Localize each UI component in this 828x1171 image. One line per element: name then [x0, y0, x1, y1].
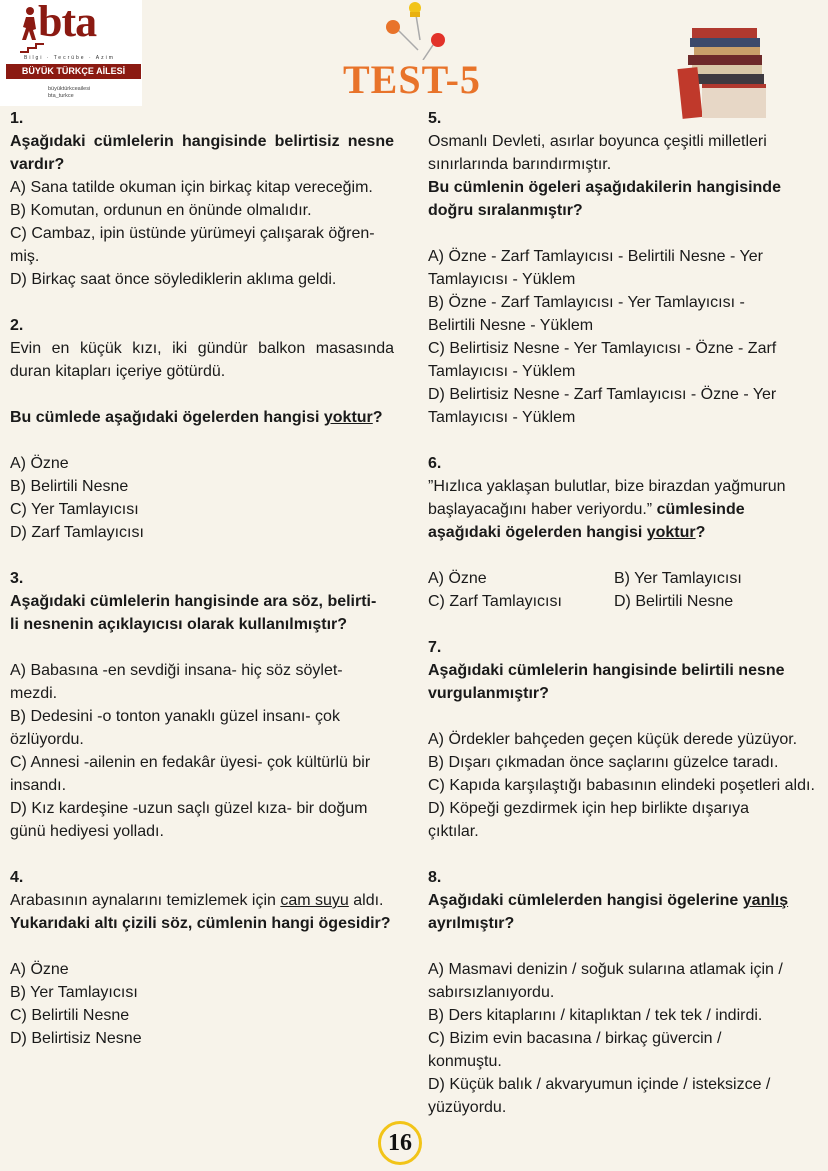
text-segment: A) Özne - Zarf Tamlayıcısı - Belirtili Nesne - Yer Tamlayıcısı - Yüklem	[428, 248, 763, 288]
text-segment: B) Özne - Zarf Tamlayıcısı - Yer Tamlayıcısı - Belirtili Nesne - Yüklem	[428, 294, 745, 334]
spacer	[428, 429, 818, 452]
text-segment: 1.	[10, 110, 24, 127]
text-segment: D) Kız kardeşine -uzun saçlı güzel kıza- bir doğum günü hediyesi yolladı.	[10, 800, 368, 840]
text-line	[10, 567, 394, 590]
text-line	[428, 797, 818, 843]
spacer	[10, 429, 394, 452]
underlined-text: cam suyu	[280, 892, 349, 909]
text-line	[428, 728, 818, 751]
pushpins-icon	[378, 0, 458, 60]
text-segment: D) Belirtisiz Nesne	[10, 1030, 142, 1047]
text-segment: A) Masmavi denizin / soğuk sularına atlamak için / sabırsızlanıyordu.	[428, 961, 783, 1001]
text-line	[10, 475, 394, 498]
text-line	[428, 1027, 818, 1073]
text-line	[10, 1027, 394, 1050]
text-line	[10, 1004, 394, 1027]
spacer	[428, 613, 818, 636]
spacer	[10, 291, 394, 314]
text-segment: C) Yer Tamlayıcısı	[10, 501, 139, 518]
option-row	[428, 567, 818, 590]
text-line	[428, 774, 818, 797]
text-segment: B) Yer Tamlayıcısı	[614, 570, 742, 587]
logo-text: bta	[38, 0, 97, 46]
text-segment: A) Özne	[10, 961, 69, 978]
text-line	[10, 751, 394, 797]
text-line	[10, 130, 394, 176]
text-line	[10, 797, 394, 843]
text-segment: D) Zarf Tamlayıcısı	[10, 524, 144, 541]
text-segment: 5.	[428, 110, 442, 127]
text-segment: aldı.	[348, 892, 384, 909]
text-line	[428, 475, 818, 544]
text-line	[10, 912, 394, 935]
text-line	[428, 636, 818, 659]
text-segment: C) Cambaz, ipin üstünde yürümeyi çalışarak öğren- miş.	[10, 225, 375, 265]
text-segment: ?	[695, 524, 706, 541]
spacer	[428, 544, 818, 567]
text-segment: A) Özne	[428, 570, 487, 587]
logo-brand: BÜYÜK TÜRKÇE AİLESİ	[6, 64, 141, 79]
text-segment: B) Komutan, ordunun en önünde olmalıdır.	[10, 202, 312, 219]
text-segment: Aşağıdaki cümlelerden hangisi ögelerine	[428, 892, 743, 909]
text-line	[10, 981, 394, 1004]
text-segment: Aşağıdaki cümlelerin hangisinde ara söz, belirti- li nesnenin açıklayıcısı olarak kullanılmıştır?	[10, 593, 377, 633]
underlined-text: yoktur	[323, 409, 373, 426]
underlined-text: yanlış	[742, 892, 789, 909]
text-segment: 3.	[10, 570, 24, 587]
spacer	[10, 935, 394, 958]
text-segment: A) Babasına -en sevdiği insana- hiç söz söylet- mezdi.	[10, 662, 343, 702]
logo-social	[48, 86, 90, 100]
text-segment: Aşağıdaki cümlelerin hangisinde belirtisiz nesne vardır?	[10, 133, 394, 173]
spacer	[428, 222, 818, 245]
text-line	[428, 337, 818, 383]
text-line	[10, 199, 394, 222]
text-line	[428, 176, 818, 222]
text-segment: ”Hızlıca yaklaşan bulutlar, bize birazdan yağmurun başlayacağını haber veriyordu.”	[428, 478, 786, 518]
text-segment: D) Küçük balık / akvaryumun içinde / isteksizce / yüzüyordu.	[428, 1076, 771, 1116]
text-segment: Osmanlı Devleti, asırlar boyunca çeşitli milletleri sınırlarında barındırmıştır.	[428, 133, 767, 173]
text-segment: C) Bizim evin bacasına / birkaç güvercin / konmuştu.	[428, 1030, 722, 1070]
text-line	[428, 958, 818, 1004]
text-segment: A) Özne	[10, 455, 69, 472]
text-line	[428, 291, 818, 337]
underlined-text: yoktur	[646, 524, 696, 541]
text-segment: D) Belirtili Nesne	[614, 593, 734, 610]
text-segment: C) Belirtisiz Nesne - Yer Tamlayıcısı - Özne - Zarf Tamlayıcısı - Yüklem	[428, 340, 777, 380]
text-segment: cümlesinde aşağıdaki ögelerden hangisi	[428, 501, 745, 541]
text-segment: 4.	[10, 869, 24, 886]
spacer	[428, 843, 818, 866]
spacer	[428, 935, 818, 958]
text-line	[428, 452, 818, 475]
text-line	[10, 659, 394, 705]
spacer	[10, 544, 394, 567]
text-line	[10, 705, 394, 751]
text-line	[10, 406, 394, 429]
text-segment: B) Dedesini -o tonton yanaklı güzel insanı- çok özlüyordu.	[10, 708, 340, 748]
text-segment: C) Annesi -ailenin en fedakâr üyesi- çok kültürlü bir insandı.	[10, 754, 371, 794]
right-column	[428, 107, 818, 1119]
text-segment: ayrılmıştır?	[428, 915, 515, 932]
text-line	[10, 866, 394, 889]
text-line	[428, 1073, 818, 1119]
logo-motto: Bilgi · Tecrübe · Azim	[24, 55, 115, 61]
text-segment: A) Ördekler bahçeden geçen küçük derede yüzüyor.	[428, 731, 798, 748]
text-line	[10, 107, 394, 130]
text-segment: 2.	[10, 317, 24, 334]
spacer	[428, 705, 818, 728]
text-line	[428, 245, 818, 291]
text-line	[10, 314, 394, 337]
text-line	[10, 337, 394, 383]
text-segment: B) Dışarı çıkmadan önce saçlarını güzelce taradı.	[428, 754, 779, 771]
text-line	[428, 889, 818, 935]
text-segment: C) Belirtili Nesne	[10, 1007, 130, 1024]
text-line	[10, 222, 394, 268]
text-line	[428, 107, 818, 130]
instagram-handle: bta_turkce	[48, 93, 74, 99]
text-line	[10, 176, 394, 199]
text-segment: C) Zarf Tamlayıcısı	[428, 593, 562, 610]
text-segment: Arabasının aynalarını temizlemek için	[10, 892, 281, 909]
spacer	[10, 636, 394, 659]
text-segment: Evin en küçük kızı, iki gündür balkon masasında duran kitapları içeriye götürdü.	[10, 340, 394, 380]
text-line	[10, 958, 394, 981]
text-line	[10, 590, 394, 636]
text-line	[10, 498, 394, 521]
left-column	[10, 107, 394, 1050]
text-segment: C) Kapıda karşılaştığı babasının elindeki poşetleri aldı.	[428, 777, 815, 794]
text-line	[10, 889, 394, 912]
text-line	[428, 1004, 818, 1027]
text-segment: B) Yer Tamlayıcısı	[10, 984, 138, 1001]
text-segment: 8.	[428, 869, 442, 886]
text-segment: B) Ders kitaplarını / kitaplıktan / tek tek / indirdi.	[428, 1007, 763, 1024]
facebook-handle: büyüktürkceailesi	[48, 86, 91, 92]
text-line	[428, 659, 818, 705]
text-line	[428, 751, 818, 774]
text-segment: D) Köpeği gezdirmek için hep birlikte dışarıya çıktılar.	[428, 800, 750, 840]
page-number: 16	[378, 1121, 422, 1165]
spacer	[10, 843, 394, 866]
text-segment: 6.	[428, 455, 442, 472]
text-segment: B) Belirtili Nesne	[10, 478, 129, 495]
text-line	[10, 268, 394, 291]
text-segment: D) Belirtisiz Nesne - Zarf Tamlayıcısı - Özne - Yer Tamlayıcısı - Yüklem	[428, 386, 777, 426]
text-line	[428, 130, 818, 176]
text-line	[428, 383, 818, 429]
text-line	[10, 452, 394, 475]
option-row	[428, 590, 818, 613]
text-segment: A) Sana tatilde okuman için birkaç kitap vereceğim.	[10, 179, 373, 196]
text-segment: Aşağıdaki cümlelerin hangisinde belirtili nesne vurgulanmıştır?	[428, 662, 785, 702]
publisher-logo	[0, 0, 142, 106]
text-segment: 7.	[428, 639, 442, 656]
spacer	[10, 383, 394, 406]
text-segment: D) Birkaç saat önce söylediklerin aklıma geldi.	[10, 271, 337, 288]
text-line	[428, 866, 818, 889]
text-line	[10, 521, 394, 544]
test-title: TEST-5	[343, 57, 481, 102]
text-segment: Yukarıdaki altı çizili söz, cümlenin hangi ögesidir?	[10, 915, 391, 932]
text-segment: Bu cümlede aşağıdaki ögelerden hangisi	[10, 409, 324, 426]
text-segment: ?	[372, 409, 383, 426]
text-segment: Bu cümlenin ögeleri aşağıdakilerin hangisinde doğru sıralanmıştır?	[428, 179, 781, 219]
